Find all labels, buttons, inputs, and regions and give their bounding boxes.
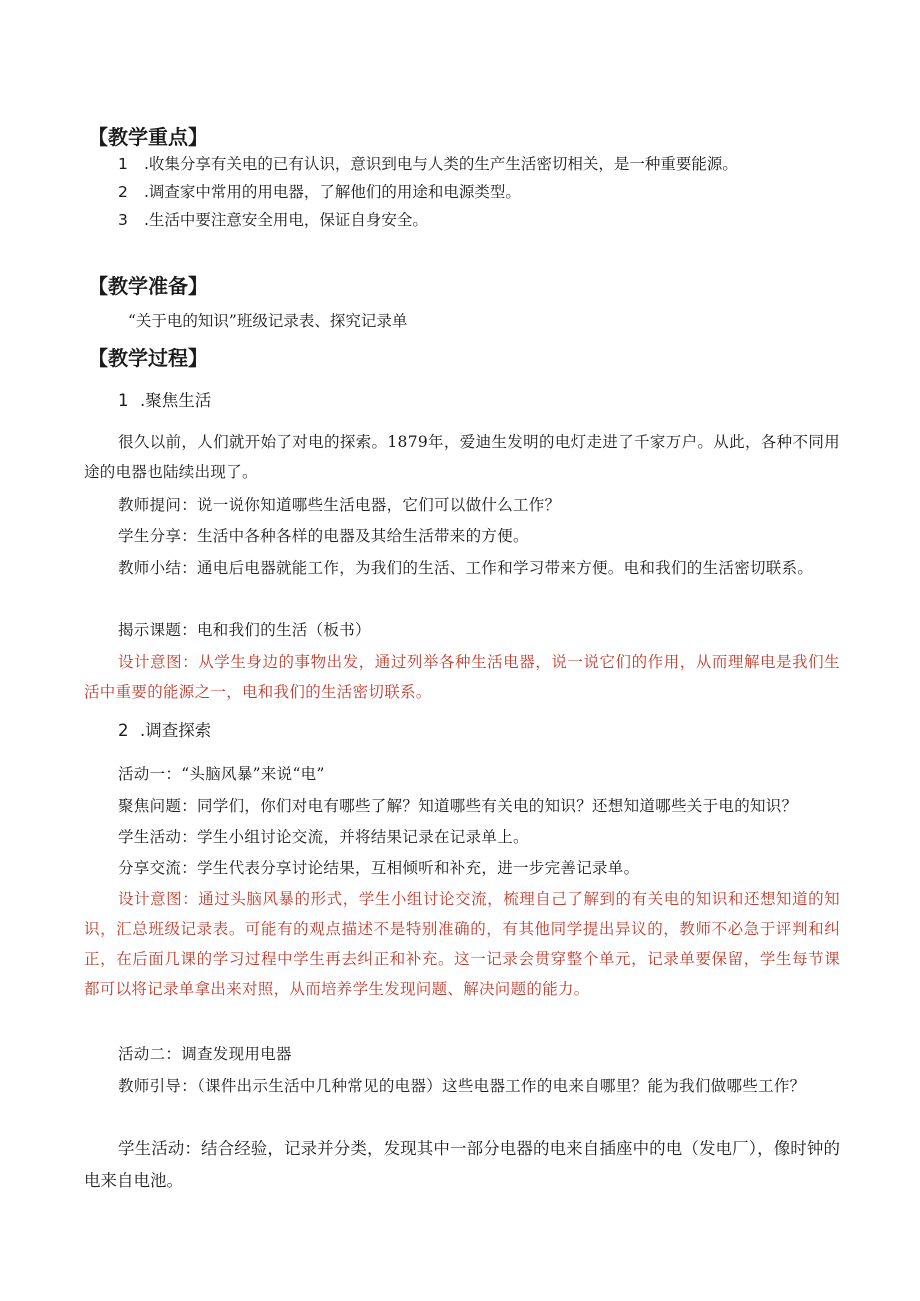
- student-activity: 学生活动：结合经验，记录并分类，发现其中一部分电器的电来自插座中的电（发电厂），像时钟的电来自电池。: [84, 1139, 840, 1190]
- paragraph: 教师小结：通电后电器就能工作，为我们的生活、工作和学习带来方便。电和我们的生活密切联系。: [118, 559, 814, 577]
- section-title: [118, 719, 211, 743]
- item-number: 2: [118, 183, 128, 201]
- preparation-heading: 【教学准备】: [88, 274, 208, 298]
- item-number: 1: [118, 155, 128, 173]
- paragraph: 聚焦问题：同学们，你们对电有哪些了解？知道哪些有关电的知识？还想知道哪些关于电的知识？: [118, 797, 798, 815]
- paragraph: 很久以前，人们就开始了对电的探索。1879年，爱迪生发明的电灯走进了千家万户。从此，各种不同用途的电器也陆续出现了。: [84, 433, 840, 481]
- key-point-item: [118, 153, 738, 175]
- preparation-text: “关于电的知识”班级记录表、探究记录单: [128, 312, 408, 330]
- paragraph: 活动二：调查发现用电器: [118, 1045, 292, 1063]
- item-text: .收集分享有关电的已有认识，意识到电与人类的生产生活密切相关，是一种重要能源。: [144, 155, 738, 173]
- paragraph: 学生活动：学生小组讨论交流，并将结果记录在记录单上。: [118, 828, 529, 846]
- paragraph: 学生分享：生活中各种各样的电器及其给生活带来的方便。: [118, 527, 529, 545]
- paragraph: 教师提问：说一说你知道哪些生活电器，它们可以做什么工作？: [118, 496, 561, 514]
- paragraph: 揭示课题：电和我们的生活（板书）: [118, 621, 371, 639]
- section-title-text: .聚焦生活: [140, 391, 212, 410]
- design-intent: 设计意图：从学生身边的事物出发，通过列举各种生活电器，说一说它们的作用，从而理解电是我们生活中重要的能源之一，电和我们的生活密切联系。: [84, 653, 840, 701]
- item-text: .生活中要注意安全用电，保证自身安全。: [144, 211, 428, 229]
- section-number: 1: [118, 391, 129, 410]
- design-intent: 设计意图：通过头脑风暴的形式，学生小组讨论交流，梳理自己了解到的有关电的知识和还想知道的知识，汇总班级记录表。可能有的观点描述不是特别准确的，有其他同学提出异议的，教师不必急于评判和纠正，在后面几课的学习过程中学生再去纠正和补充。这一记录会贯穿整个单元，记录单要保留，学生每节课都可以将记录单拿出来对照，从而培养学生发现问题、解决问题的能力。: [84, 890, 840, 998]
- section-number: 2: [118, 721, 129, 740]
- item-text: .调查家中常用的用电器，了解他们的用途和电源类型。: [144, 183, 521, 201]
- paragraph: 分享交流：学生代表分享讨论结果，互相倾听和补充，进一步完善记录单。: [118, 859, 640, 877]
- key-point-item: [118, 209, 428, 231]
- process-heading: 【教学过程】: [88, 346, 208, 370]
- item-number: 3: [118, 211, 128, 229]
- key-points-heading: 【教学重点】: [88, 125, 208, 149]
- section-title: [118, 389, 211, 413]
- paragraph: 教师引导：（课件出示生活中几种常见的电器）这些电器工作的电来自哪里？能为我们做哪些工作？: [118, 1077, 806, 1095]
- paragraph: 活动一：“头脑风暴”来说“电”: [118, 765, 325, 783]
- section-title-text: .调查探索: [140, 721, 212, 740]
- key-point-item: [118, 181, 521, 203]
